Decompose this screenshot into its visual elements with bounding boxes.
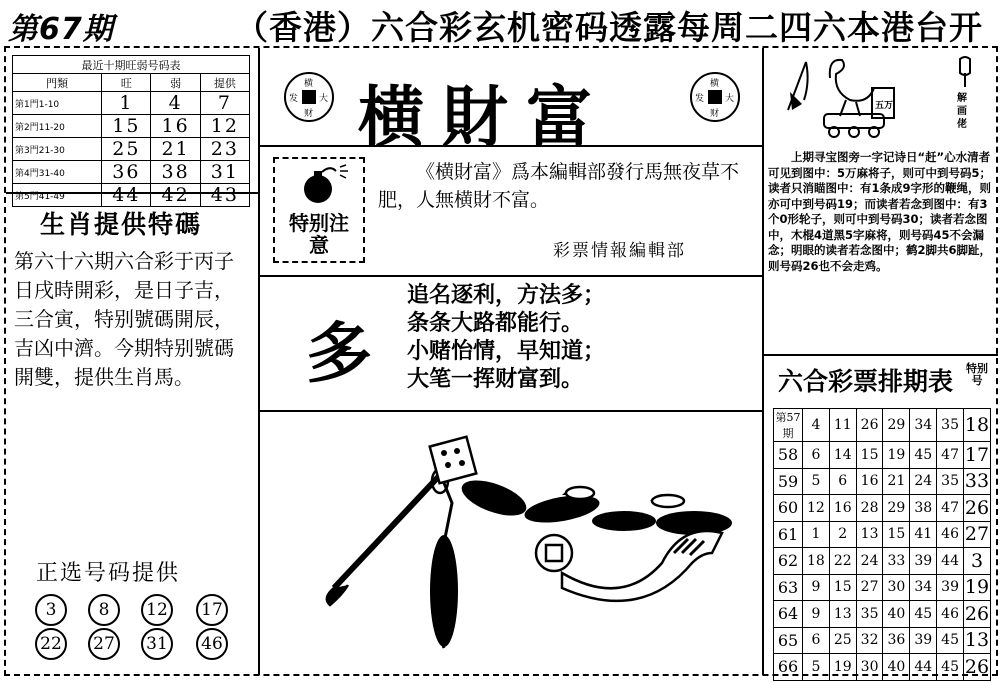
number-cell: 35: [856, 601, 883, 628]
column-header: 提供: [200, 74, 249, 92]
pick-ball: 31: [141, 628, 173, 660]
poem-line: 追名逐利，方法多；: [407, 283, 606, 308]
table-row: [13, 115, 250, 138]
table-row: [774, 574, 991, 601]
table-row: [774, 601, 991, 628]
wang-value: 1: [102, 92, 151, 115]
table-row: [13, 92, 250, 115]
period-cell: 59: [774, 468, 803, 495]
poem-line: 条条大路都能行。: [407, 311, 584, 336]
number-cell: 47: [937, 442, 964, 469]
ruo-value: 16: [151, 115, 200, 138]
poem-line: 小赌怡情，早知道；: [407, 339, 606, 364]
period-cell: 66: [774, 654, 803, 681]
coin-char: 大: [319, 94, 329, 104]
coin-icon: [690, 72, 740, 122]
table-row: [774, 548, 991, 575]
number-cell: 45: [937, 654, 964, 681]
table-row: [774, 409, 991, 442]
number-cell: 9: [803, 601, 830, 628]
number-cell: 47: [937, 495, 964, 522]
poem-divider: [260, 410, 762, 412]
row-label: 第4門31-40: [13, 161, 102, 184]
pick-ball: 46: [196, 628, 228, 660]
wang-value: 36: [102, 161, 151, 184]
table-row: [13, 138, 250, 161]
tigong-value: 31: [200, 161, 249, 184]
number-cell: 38: [910, 495, 937, 522]
ruo-value: 4: [151, 92, 200, 115]
row-label: 第3門21-30: [13, 138, 102, 161]
coin-icon: [284, 72, 334, 122]
pick-ball: 8: [88, 594, 120, 626]
picks-title: 正选号码提供: [36, 561, 181, 586]
riddle-side-label: 解画佬: [957, 93, 967, 130]
right-divider: [764, 354, 998, 356]
period-cell: 第57期: [774, 409, 803, 442]
period-cell: 61: [774, 521, 803, 548]
number-cell: 5: [803, 468, 830, 495]
table-row: [774, 442, 991, 469]
table-row: [774, 468, 991, 495]
number-cell: 11: [829, 409, 856, 442]
number-cell: 35: [937, 409, 964, 442]
number-cell: 33: [883, 548, 910, 575]
number-cell: 12: [803, 495, 830, 522]
dice-icon: [430, 437, 477, 484]
number-cell: 34: [910, 409, 937, 442]
table-row: [13, 161, 250, 184]
number-cell: 21: [883, 468, 910, 495]
wang-value: 15: [102, 115, 151, 138]
number-cell: 19: [829, 654, 856, 681]
number-cell: 34: [910, 574, 937, 601]
number-cell: 15: [883, 521, 910, 548]
poem-big-char: 多: [306, 314, 372, 392]
number-cell: 15: [856, 442, 883, 469]
special-number-cell: 17: [964, 442, 991, 469]
recent-table-caption: 最近十期旺弱号码表: [13, 56, 250, 74]
special-number-cell: 33: [964, 468, 991, 495]
special-number-cell: 26: [964, 495, 991, 522]
recent-numbers-table: [12, 55, 250, 207]
tigong-value: 7: [200, 92, 249, 115]
riddle-picture-label: 五万: [875, 101, 894, 111]
special-number-cell: 18: [964, 409, 991, 442]
row-label: 第5門41-49: [13, 184, 102, 207]
page-headline: （香港）六合彩玄机密码透露每周二四六本港台开: [235, 8, 983, 47]
coin-char: 发: [695, 94, 705, 104]
number-cell: 24: [910, 468, 937, 495]
number-cell: 29: [883, 495, 910, 522]
number-cell: 18: [803, 548, 830, 575]
special-number-cell: 13: [964, 627, 991, 654]
number-cell: 39: [910, 548, 937, 575]
row-label: 第2門11-20: [13, 115, 102, 138]
number-cell: 6: [829, 468, 856, 495]
riddle-picture: [770, 52, 950, 146]
number-cell: 4: [803, 409, 830, 442]
number-cell: 39: [910, 627, 937, 654]
tigong-value: 43: [200, 184, 249, 207]
ruo-value: 42: [151, 184, 200, 207]
notice-label: 特别注意: [289, 211, 349, 257]
special-label: 特别号: [966, 362, 988, 387]
number-cell: 29: [883, 409, 910, 442]
pick-ball: 22: [35, 628, 67, 660]
period-cell: 62: [774, 548, 803, 575]
poem: [407, 282, 605, 394]
column-header: 旺: [102, 74, 151, 92]
number-cell: 44: [910, 654, 937, 681]
number-cell: 9: [803, 574, 830, 601]
special-number-cell: 27: [964, 521, 991, 548]
number-cell: 40: [883, 601, 910, 628]
pick-ball: 27: [88, 628, 120, 660]
special-number-cell: 3: [964, 548, 991, 575]
wang-value: 25: [102, 138, 151, 161]
special-number-cell: 19: [964, 574, 991, 601]
left-column-divider: [258, 48, 260, 675]
number-cell: 16: [829, 495, 856, 522]
number-cell: 1: [803, 521, 830, 548]
number-cell: 30: [856, 654, 883, 681]
pick-ball: 12: [141, 594, 173, 626]
number-cell: 32: [856, 627, 883, 654]
number-cell: 13: [856, 521, 883, 548]
riddle-text: 上期寻宝图旁一字记诗日“赶”心水清者可见到图中：5万麻将子，则可中到号码5；读者只消瞄图中：有1条成9字形的鞭绳，则亦可中到号码19；而读者若念到图中：有3个0形轮子，则可中到号码30；读者若念图中，木棍4道黑5字麻将，则号码45不会漏念；明眼的读者若念图中；鹤2脚共6脚趾，则号码26也不会走鸡。: [768, 150, 992, 273]
number-cell: 24: [856, 548, 883, 575]
bomb-icon: [298, 163, 354, 207]
table-row: [774, 495, 991, 522]
number-cell: 30: [883, 574, 910, 601]
editorial-signature: 彩票情報編輯部: [553, 241, 686, 261]
ruo-value: 38: [151, 161, 200, 184]
number-cell: 22: [829, 548, 856, 575]
number-cell: 36: [883, 627, 910, 654]
period-cell: 64: [774, 601, 803, 628]
poem-line: 大笔一挥财富到。: [407, 367, 584, 392]
column-header: 門類: [13, 74, 102, 92]
period-cell: 63: [774, 574, 803, 601]
coin-char: 横: [710, 79, 720, 89]
masthead-title: 横財富: [358, 78, 610, 156]
number-cell: 19: [883, 442, 910, 469]
number-cell: 2: [829, 521, 856, 548]
table-row: [774, 654, 991, 681]
number-cell: 39: [937, 574, 964, 601]
coin-char: 发: [289, 94, 299, 104]
pointing-hand-icon: [955, 55, 975, 89]
coin-char: 大: [725, 94, 735, 104]
number-cell: 45: [910, 601, 937, 628]
number-cell: 41: [910, 521, 937, 548]
table-row: [774, 627, 991, 654]
zodiac-title: 生肖提供特碼: [40, 210, 203, 239]
number-cell: 5: [803, 654, 830, 681]
ruo-value: 21: [151, 138, 200, 161]
number-cell: 6: [803, 627, 830, 654]
number-cell: 26: [856, 409, 883, 442]
column-header: 弱: [151, 74, 200, 92]
draw-table: [773, 408, 991, 681]
special-number-cell: 26: [964, 654, 991, 681]
period-cell: 58: [774, 442, 803, 469]
number-cell: 13: [829, 601, 856, 628]
number-cell: 46: [937, 521, 964, 548]
number-cell: 15: [829, 574, 856, 601]
coin-char: 财: [710, 109, 720, 119]
wang-value: 44: [102, 184, 151, 207]
tigong-value: 12: [200, 115, 249, 138]
right-column-divider: [762, 48, 764, 675]
number-cell: 45: [937, 627, 964, 654]
period-cell: 60: [774, 495, 803, 522]
coin-char: 横: [304, 79, 314, 89]
number-cell: 44: [937, 548, 964, 575]
number-cell: 27: [856, 574, 883, 601]
number-cell: 16: [856, 468, 883, 495]
number-cell: 40: [883, 654, 910, 681]
period-cell: 65: [774, 627, 803, 654]
draw-table-title: 六合彩票排期表: [778, 367, 954, 396]
table-row: [774, 521, 991, 548]
number-cell: 25: [829, 627, 856, 654]
issue-number: 第67期: [8, 12, 114, 47]
number-cell: 45: [910, 442, 937, 469]
number-cell: 6: [803, 442, 830, 469]
editorial-text: 《横財富》爲本編輯部發行馬無夜草不肥，人無横財不富。: [378, 161, 740, 211]
table-row: [13, 184, 250, 207]
row-label: 第1門1-10: [13, 92, 102, 115]
zodiac-body: 第六十六期六合彩于丙子日戌時開彩，是日子吉，三合寅，特别號碼開辰，吉凶中濟。今期特别號碼開雙，提供生肖馬。: [14, 249, 234, 389]
tigong-value: 23: [200, 138, 249, 161]
number-cell: 14: [829, 442, 856, 469]
number-cell: 28: [856, 495, 883, 522]
pick-ball: 3: [35, 594, 67, 626]
special-number-cell: 26: [964, 601, 991, 628]
number-cell: 46: [937, 601, 964, 628]
editorial-divider: [260, 275, 762, 277]
pick-ball: 17: [196, 594, 228, 626]
treasure-picture: [262, 413, 760, 675]
coin-char: 财: [304, 109, 314, 119]
number-cell: 35: [937, 468, 964, 495]
